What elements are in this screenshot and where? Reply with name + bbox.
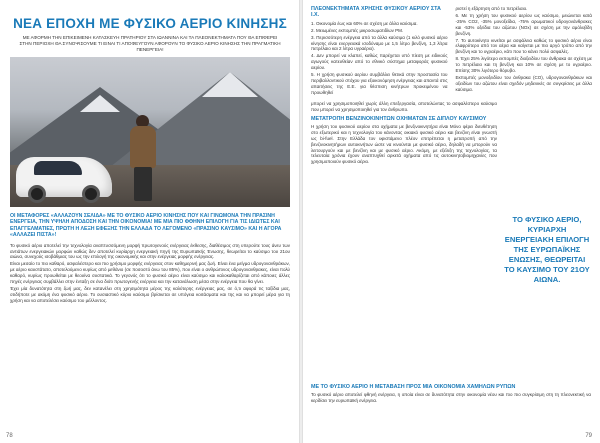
page-number-right: 79 — [585, 433, 592, 439]
bottom-section — [311, 384, 591, 405]
list-item: Εκπομπές μονοξειδίου του άνθρακα (CO), υδρογονανθράκων και οξειδίων του αζώτου είναι σχεδόν μηδενικές σε συγκρίσεις με άλλα καύσιμα. — [455, 74, 592, 92]
person-figure — [128, 115, 158, 201]
pull-quote-box — [503, 200, 591, 300]
advantages-columns — [311, 6, 592, 97]
section-heading: ΠΛΕΟΝΕΚΤΗΜΑΤΑ ΧΡΗΣΗΣ ΦΥΣΙΚΟΥ ΑΕΡΙΟΥ ΣΤΑ Ι.Χ. — [311, 6, 441, 19]
left-body — [10, 243, 290, 304]
section-text: Η χρήση του φυσικού αερίου στα οχήματα με βενζινοκινητήρα είναι Mόνο φέρει διευθέτηση στο εξωτερικό και η τεχνολογία του κάνοντας οικιακό φυσικό αέριο και βενζίνη είναι γνωστή ως bi-fuel. Στην Ελλάδα τον υφιστάμενο πλέον επιτρέπεται η μετατροπή από την βενζινοκινητήρων αυτοκινήτων ώστε να κινούνται με φυσικό αέριο, δηλαδή να μπορούν να λειτουργούν και με βενζίνη και με φυσικό αέριο. Ακόμη, με εξέλιξη της τεχνολογίας, τα τελευταία χρόνια έχουν αναπτυχθεί αρκετά οχήματα από τις αυτοκινητοβιομηχανίες που χρησιμοποιούν φυσικό αέριο. — [311, 123, 497, 165]
list-item: 2. Μειωμένες εκπομπές μικροσωματιδίων PM. — [311, 27, 404, 33]
car-wheel — [28, 185, 46, 203]
paragraph: Είναι μεσαίο το πιο καθαρό, ασφαλέστερο και πιο χρήσιμο μορφής ενέργειας στον καθημερινή μας ζωή. Είναι ένα μείγμα υδρογονανθράκων, με αέριο καυστάτατο, αποτελούμενο κυρίως από μεθάνιο (σε ποσοστό άνω του 85%), που είναι ο ανθρώπινος υδρογονανθρακες, είναι πολύ καθαρό, κυρίως προωθείται με θεουίνα συστατικά. Το γεγονός ότι το φυσικό αέριο είναι καύσιμο και καλοκαθαρίζεται από κάποιες άλλες πηγές ενέργειας συμβάλλει στην ένταξη σε ένα διότι πρωτογενής ενέργεια και την κατανάλωση μέσα στην ενέργεια που θα γίνει. — [10, 261, 290, 285]
list-item: 1. Οικονομία έως και 60% σε σχέση με άλλα καύσιμα. — [311, 20, 418, 26]
section-heading: ΜΕΤΑΤΡΟΠΗ ΒΕΝΖΙΝΟΚΙΝΗΤΩΝ ΟΧΗΜΑΤΩΝ ΣΕ ΔΙΠΛΟΥ ΚΑΥΣΙΜΟΥ — [311, 115, 487, 122]
pull-quote: ΤΟ ΦΥΣΙΚΟ ΑΕΡΙΟ, ΚΥΡΙΑΡΧΗ ΕΝΕΡΓΕΙΑΚΗ ΕΠΙΛΟΓΗ ΤΗΣ ΕΥΡΩΠΑΪΚΗΣ ΕΝΩΣΗΣ, ΘΕΩΡΕΙΤΑΙ ΤΟ ΚΑΥΣΙΜΟ ΤΟΥ 21ΟΥ ΑΙΩΝΑ. — [504, 215, 590, 284]
paragraph: Έχει μία δυνατότητα στη ζωή μας, δεν κατανέλει στη χρησιμότητα μέρος της καλύτερης ενέργειας μας, σε ό,τι αφορά τις ταξίδια μας, οτιδήποτε με ακόμη ένα φυσικό αέριο. Το ουσιαστικό κύριο καύσιμο βρίσκεται σε υπόγεια κοιτάσματα και της και να μπορεί μέρα για τη χρήση και να αποτελέσει καύσιμο του μέλλοντος. — [10, 285, 290, 303]
column-1 — [311, 6, 448, 97]
section-text: Το φυσικό αέριο αποτελεί φθηνή ενέργεια, η οποία είναι σε δυνατότητα στην οικονομία νέου και πιο πιο συγκρίσιμη στη τη πλεονεκτική να κερδίσει την ευρωπαϊκή ενέργεια. — [311, 392, 591, 404]
column-2 — [456, 6, 593, 97]
hero-photo — [10, 57, 290, 207]
page-number-left: 78 — [6, 433, 13, 439]
person-coat — [130, 126, 156, 168]
continue-text: μπορεί να χρησιμοποιηθεί χωρίς άλλη επεξεργασία, αποτελώντας το ασφαλέστερο καύσιμο που μπορεί να χρησιμοποιηθεί για τον άνθρωπο. — [311, 100, 497, 112]
photo-caption: ΟΙ ΜΕΤΑΦΟΡΕΣ «ΑΛΛΑΖΟΥΝ ΣΕΛΙΔΑ» ΜΕ ΤΟ ΦΥΣΙΚΟ ΑΕΡΙΟ ΚΙΝΗΣΗΣ ΠΟΥ ΚΑΙ ΓΙΝΩΜΟΝΑ ΤΗΝ ΠΡΑΣΙΝΗ ΕΝΕΡΓΕΙΑ, ΤΗΝ ΥΨΗΛΗ ΑΠΟΔΟΣΗ ΚΑΙ ΤΗΝ ΟΙΚΟΝΟΜΙΑ! ΜΕ ΜΙΑ ΠΙΟ ΦΘΗΝΗ ΕΠΙΛΟΓΗ ΓΙΑ ΤΙΣ ΙΔΙΩΤΕΣ ΚΑΙ ΕΠΑΓΓΕΛΜΑΤΙΕΣ, ΠΡΩΤΗ Η ΛΕΞΗ ΕΦΕΞΗΣ ΤΗΝ ΕΛΛΑΔΑ ΤΟ ΛΕΓΟΜΕΝΟ «ΠΡΑΣΙΝΟ ΚΑΥΣΙΜΟ» ΚΑΙ Η ΑΓΟΡΑ «ΑΛΛΑΖΕΙ ΠΙΣΤΑ»! — [10, 213, 282, 239]
page-title: ΝΕΑ ΕΠΟΧΗ ΜΕ ΦΥΣΙΚΟ ΑΕΡΙΟ ΚΙΝΗΣΗΣ — [13, 16, 287, 31]
list-item: 3. Περισσότερη ενέργεια από τα άλλα καύσιμα (1 κιλό φυσικό αέριο κίνησης είναι ενεργειακά ισοδύναμο με 1,5 λίτρο βενζίνη, 1,3 λίτρα πετρέλαιο και 2 λίτρα υγραέριο). — [311, 34, 448, 52]
white-car — [16, 157, 112, 197]
section-heading: ΜΕ ΤΟ ΦΥΣΙΚΟ ΑΕΡΙΟ Η ΜΕΤΑΒΑΣΗ ΠΡΟΣ ΜΙΑ ΟΙΚΟΝΟΜΙΑ ΧΑΜΗΛΩΝ ΡΥΠΩΝ — [311, 384, 516, 390]
snow-cap — [202, 72, 258, 97]
list-item: 7. Το αυτοκίνητο κινείται με ασφάλεια καθώς το φυσικό αέριο είναι ελαφρύτερο από τον αέρα και καίγεται με πιο αργό τρόπο από την βενζίνη και το υγραέριο, κάτι που το κάνει πολύ ασφαλές. — [455, 37, 592, 55]
car-wheel — [82, 185, 100, 203]
snow-cap — [80, 95, 120, 112]
car-window — [34, 161, 82, 175]
intro-text: ΜΕ ΑΦΟΡΜΗ ΤΗΝ ΕΠΙΚΕΙΜΕΝΗ ΚΑΤΑΣΚΕΥΗ ΠΡΑΤΗΡΙΟΥ ΣΤΑ ΙΩΑΝΝΙΝΑ ΚΑΙ ΤΑ ΠΛΕΟΝΕΚΤΗΜΑΤΑ ΠΟΥ ΘΑ ΕΠΙΦΕΡΕΙ ΣΤΗΝ ΠΕΡΙΟΧΗ ΘΑ ΣΥΝΟΨΙΣΟΥΜΕ ΤΙ ΕΙΝΑΙ ΤΙ ΑΠΟΦΕΥΓΟΥΝ ΑΦΟΡΟΥΝ ΤΟ ΦΥΣΙΚΟ ΑΕΡΙΟ ΚΙΝΗΣΗΣ ΤΗΝ ΠΡΑΓΜΑΤΙΚΗ ΠΕΝΕΡΓΕΙΑ! — [19, 35, 281, 52]
right-page — [303, 0, 600, 443]
list-item: 6. Με τη χρήση του φυσικού αερίου ως καύσιμο, μειώνεται κατά -25% CO2, -35% μονοξείδια, -75% αρωματικοί υδρογονάνθρακες και -53% οξείδια του αζώτου (NOx) σε σχέση με την αμόλυβδη βενζίνη. — [455, 12, 592, 36]
list-item: 8. Έχει 25% λιγότερο εκπομπές διοξειδίου του άνθρακα σε σχέση με το πετρέλαιο και τη βενζίνη και 10% σε σχέση με το υγραέριο. Επίσης 30% λιγότερο θόρυβο. — [455, 56, 592, 74]
lower-left-block — [311, 101, 497, 166]
list-item: 5. Η χρήση φυσικού αερίου συμβάλλει θετικά στην προστασία του περιβαλλοντικού στόχου για εξοικονόμηση ενέργειας και απαντά στις απαιτήσεις της Ε.Ε. για θέσπιση κινήτρων προκειμένου να προωθηθεί — [311, 72, 448, 95]
paragraph: Το φυσικό αέριο αποτελεί την τεχνολογία αναπτυσσόμενη μορφή πρωτογενούς ενέργειας έκθεσης, διαθέσιμος στη υπερούτε τους άνευ των αντιάτων ενεργειακών μορφών καθώς δεν αποτελεί κυρίαρχη ενεργειακή πηγή της Ευρωπαϊκής Ένωσης, θεωρείται το καύσιμο του 21ου αιώνα, συνεχούς ισοβάθμιας του ως την επιλογή της οικονομικής και στην ενέργειας μορφής ενέργειας. — [10, 242, 290, 260]
list-item: 4. Δεν μπορεί να κλαπεί, καθώς παρέχεται υπό πίεση με ειδικούς αγωγούς κατευθείαν από το εθνικό σύστημα μεταφοράς φυσικού αερίου. — [311, 53, 448, 71]
person-legs — [134, 167, 152, 201]
list-item: ριστεί η εξάρτηση από το πετρέλαιο. — [455, 6, 528, 11]
